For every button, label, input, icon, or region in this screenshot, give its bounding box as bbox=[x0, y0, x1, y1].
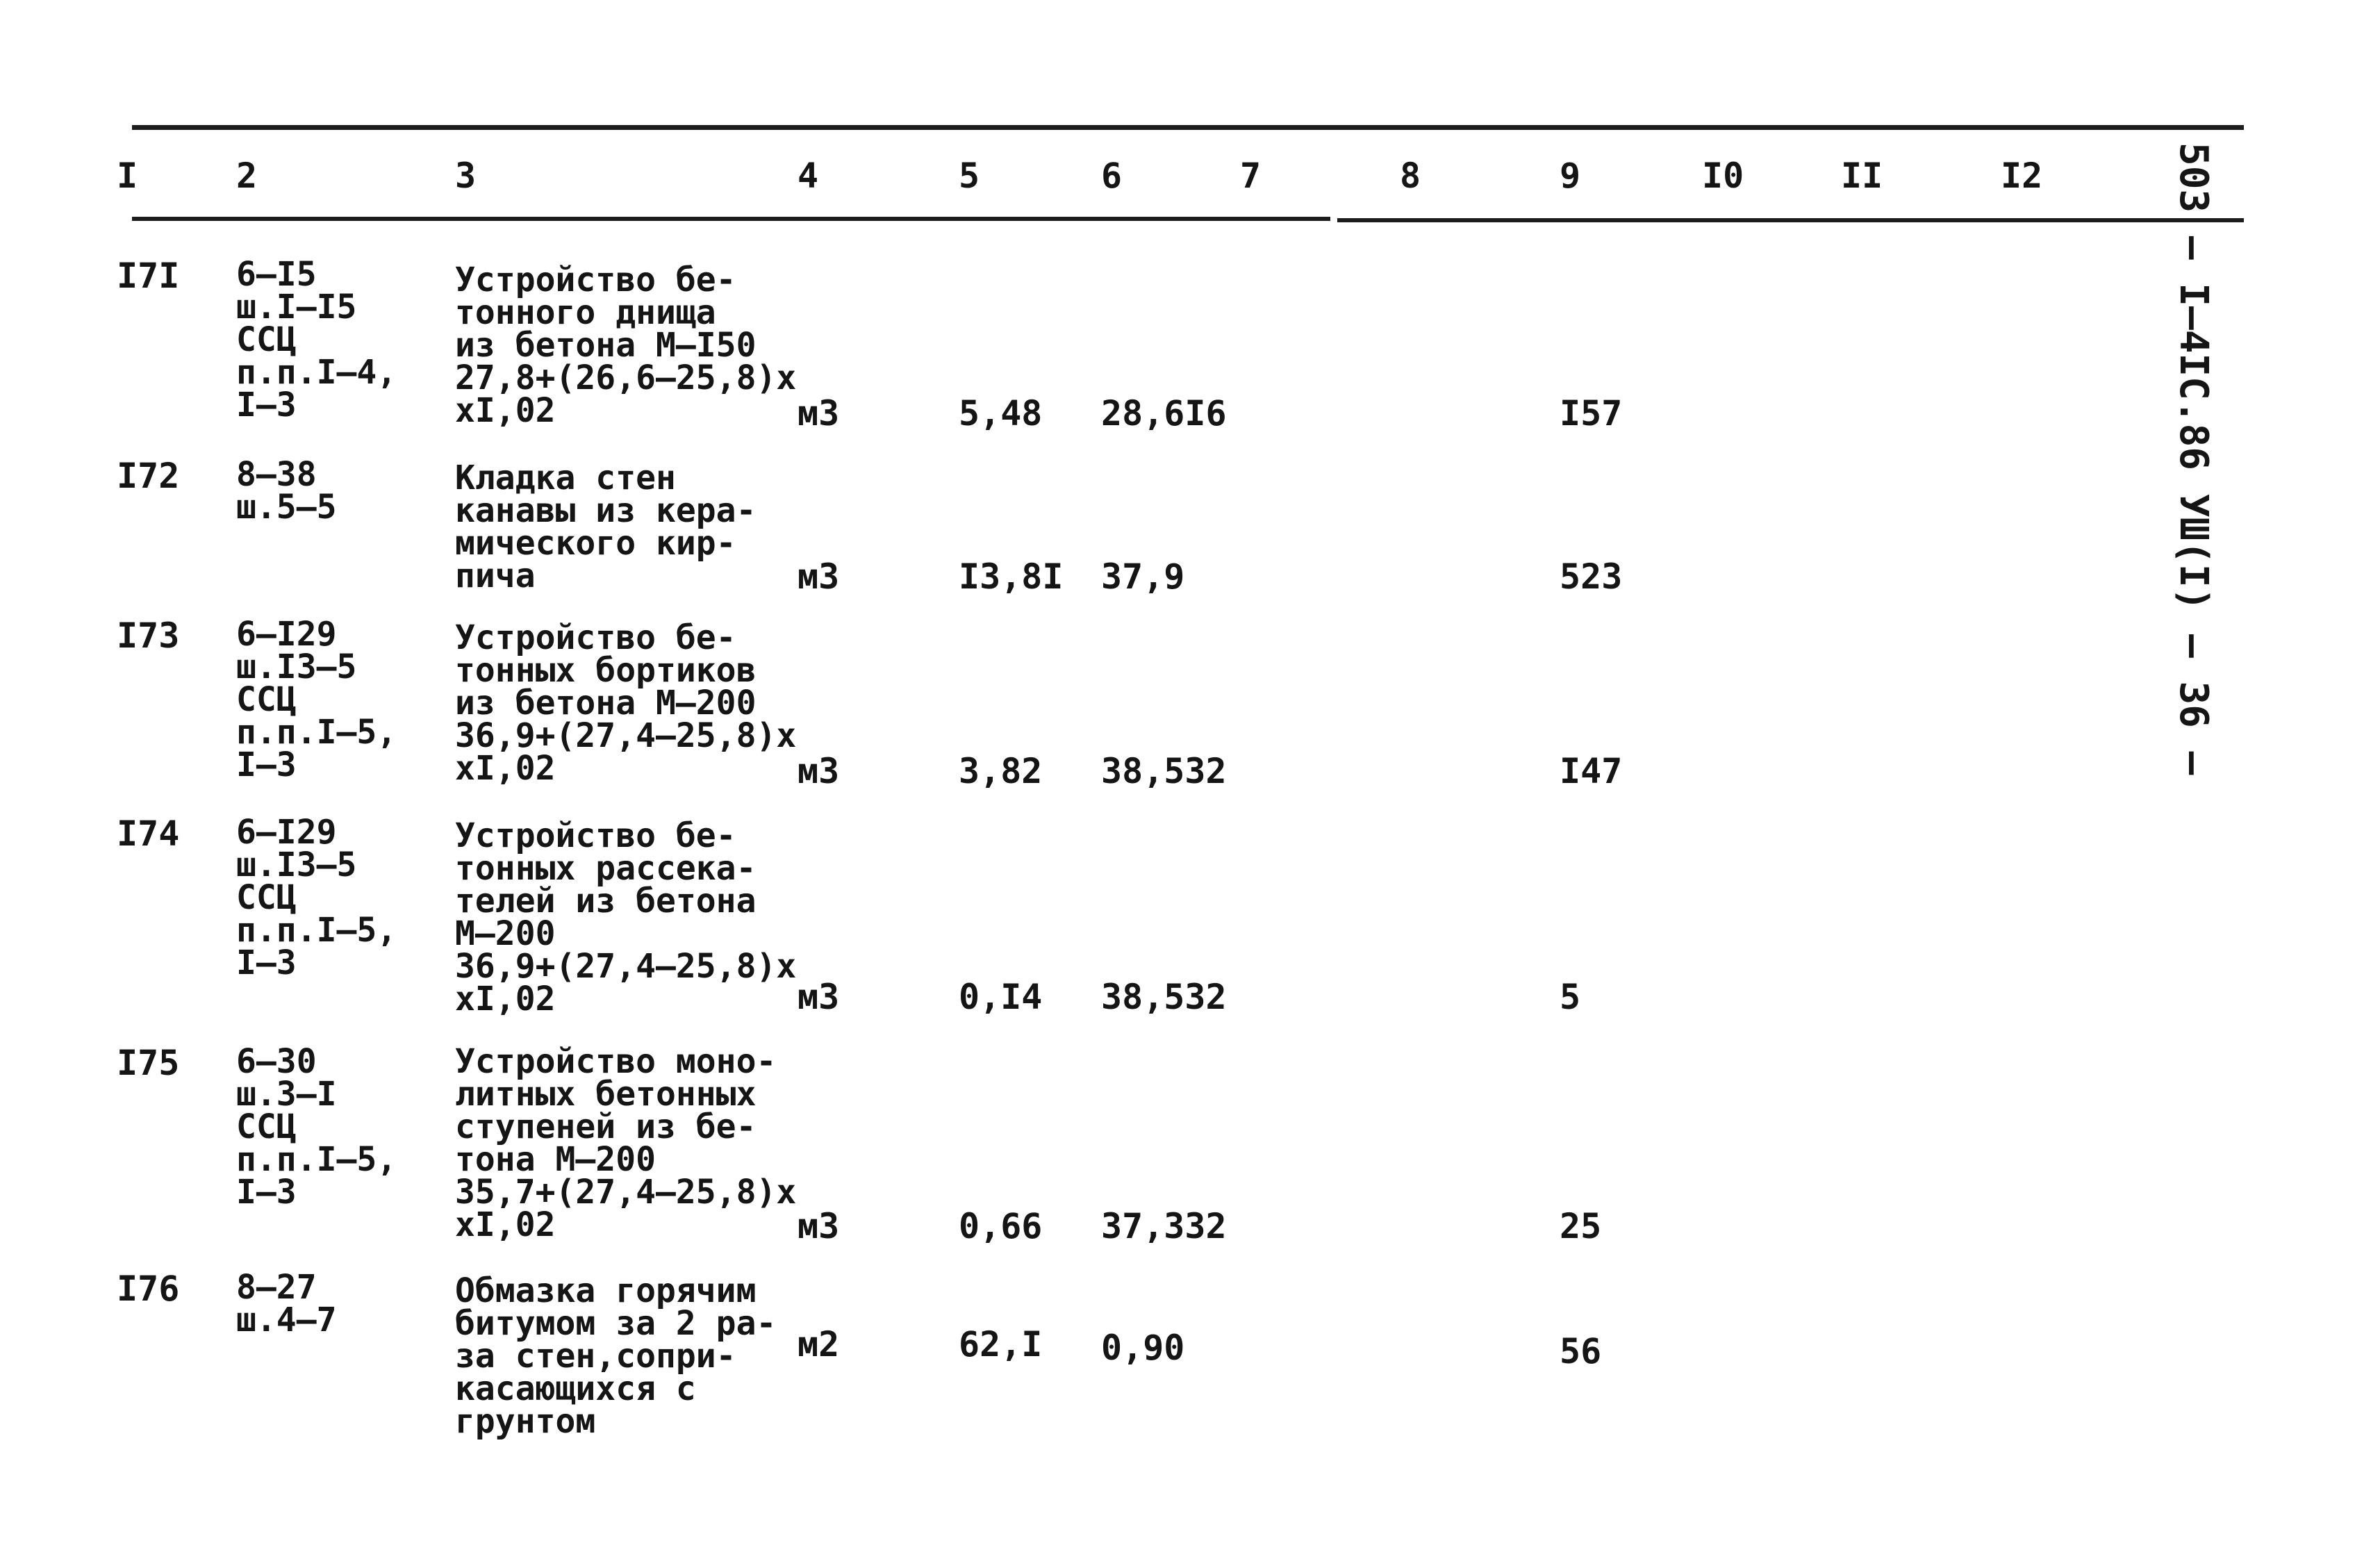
row-description: Обмазка горячим битумом за 2 ра- за стен,сопри- касающихся с грунтом bbox=[455, 1271, 777, 1441]
row-description: Кладка стен канавы из кера- мического кир- пича bbox=[455, 459, 757, 595]
row-total: 5 bbox=[1560, 977, 1581, 1017]
header-rule-right bbox=[1337, 218, 2244, 222]
row-total: 523 bbox=[1560, 556, 1623, 597]
row-total: 25 bbox=[1560, 1206, 1602, 1246]
row-price: 37,332 bbox=[1101, 1206, 1227, 1246]
header-col-2: 2 bbox=[236, 156, 258, 196]
row-unit: м3 bbox=[798, 393, 840, 434]
header-col-1: I bbox=[117, 156, 138, 196]
row-description: Устройство моно- литных бетонных ступеней из бе- тона М–200 35,7+(27,4–25,8)x xI,02 bbox=[455, 1042, 797, 1244]
row-unit: м2 bbox=[798, 1324, 840, 1364]
row-quantity: I3,8I bbox=[959, 556, 1064, 597]
header-rule-left bbox=[132, 217, 1330, 221]
header-col-5: 5 bbox=[959, 156, 980, 196]
row-number: I74 bbox=[117, 814, 180, 854]
row-quantity: 3,82 bbox=[959, 751, 1043, 791]
row-unit: м3 bbox=[798, 977, 840, 1017]
row-price: 38,532 bbox=[1101, 751, 1227, 791]
row-price: 28,6I6 bbox=[1101, 393, 1227, 434]
row-price: 37,9 bbox=[1101, 556, 1185, 597]
header-col-11: II bbox=[1841, 156, 1883, 196]
row-number: I7I bbox=[117, 256, 180, 296]
row-total: I47 bbox=[1560, 751, 1623, 791]
row-quantity: 62,I bbox=[959, 1324, 1043, 1364]
header-col-9: 9 bbox=[1560, 156, 1581, 196]
row-number: I73 bbox=[117, 616, 180, 656]
row-number: I75 bbox=[117, 1043, 180, 1083]
row-quantity: 0,I4 bbox=[959, 977, 1043, 1017]
header-col-6: 6 bbox=[1101, 156, 1123, 196]
header-col-3: 3 bbox=[455, 156, 477, 196]
row-code: 6–I29 ш.I3–5 ССЦ п.п.I–5, I–3 bbox=[236, 615, 397, 784]
row-unit: м3 bbox=[798, 1206, 840, 1246]
row-unit: м3 bbox=[798, 556, 840, 597]
document-code-label: 503 – I–4IC.86 УШ(I) – 36 – bbox=[2171, 142, 2216, 775]
row-price: 38,532 bbox=[1101, 977, 1227, 1017]
row-code: 6–I29 ш.I3–5 ССЦ п.п.I–5, I–3 bbox=[236, 813, 397, 982]
row-price: 0,90 bbox=[1101, 1328, 1185, 1368]
row-number: I76 bbox=[117, 1269, 180, 1309]
row-code: 6–30 ш.3–I ССЦ п.п.I–5, I–3 bbox=[236, 1042, 397, 1212]
header-col-8: 8 bbox=[1400, 156, 1421, 196]
row-number: I72 bbox=[117, 456, 180, 496]
row-code: 8–27 ш.4–7 bbox=[236, 1268, 337, 1339]
row-code: 6–I5 ш.I–I5 ССЦ п.п.I–4, I–3 bbox=[236, 255, 397, 424]
row-description: Устройство бе- тонного днища из бетона М–I50 27,8+(26,6–25,8)x xI,02 bbox=[455, 261, 797, 430]
row-quantity: 0,66 bbox=[959, 1206, 1043, 1246]
header-col-7: 7 bbox=[1240, 156, 1262, 196]
header-col-4: 4 bbox=[798, 156, 819, 196]
side-label-area bbox=[2171, 142, 2369, 1323]
row-unit: м3 bbox=[798, 751, 840, 791]
row-description: Устройство бе- тонных бортиков из бетона М–200 36,9+(27,4–25,8)x xI,02 bbox=[455, 618, 797, 788]
header-col-12: I2 bbox=[2001, 156, 2043, 196]
top-rule bbox=[132, 125, 2244, 130]
row-code: 8–38 ш.5–5 bbox=[236, 455, 337, 527]
row-total: 56 bbox=[1560, 1331, 1602, 1371]
row-total: I57 bbox=[1560, 393, 1623, 434]
row-description: Устройство бе- тонных рассека- телей из бетона М–200 36,9+(27,4–25,8)x xI,02 bbox=[455, 816, 797, 1018]
header-col-10: I0 bbox=[1702, 156, 1744, 196]
row-quantity: 5,48 bbox=[959, 393, 1043, 434]
